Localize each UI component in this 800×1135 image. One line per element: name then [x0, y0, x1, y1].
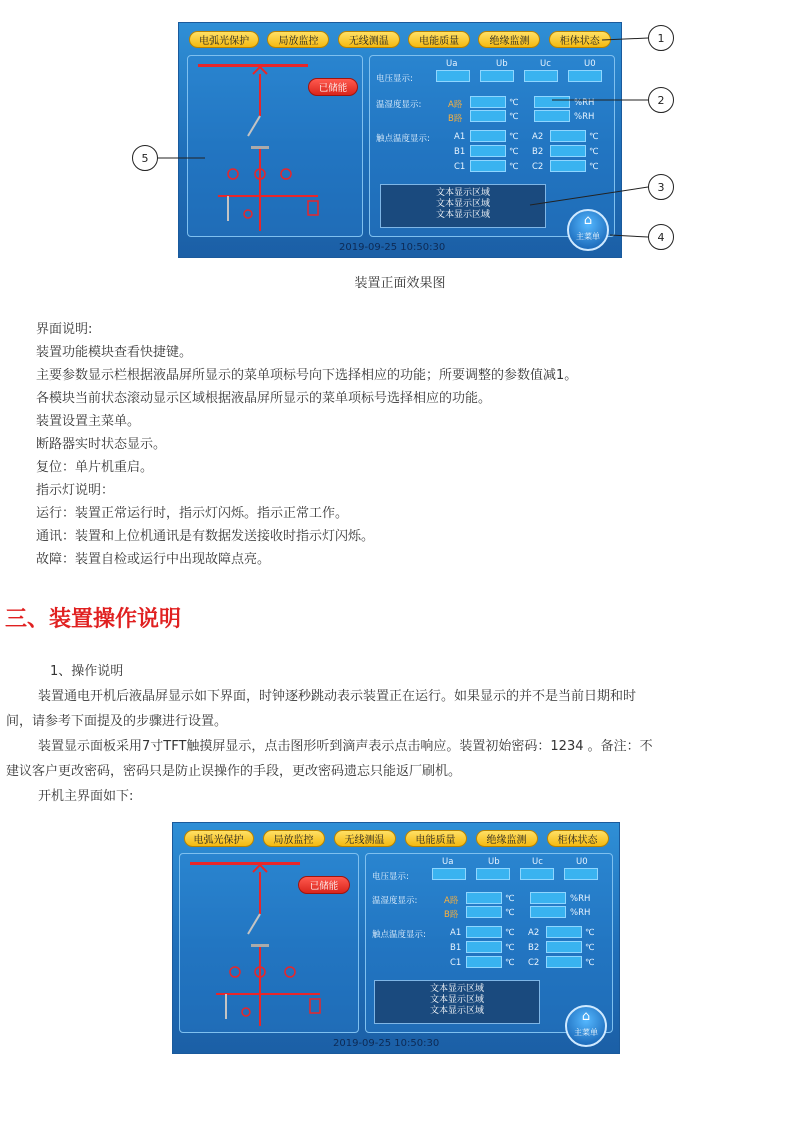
home-icon: ⌂ [583, 213, 593, 228]
tab-wireless-temp[interactable]: 无线测温 [338, 31, 400, 48]
op-line: 装置通电开机后液晶屏显示如下界面，时钟逐秒跳动表示装置正在运行。如果显示的并不是当前日期和时 [38, 689, 637, 704]
unit-c: ℃ [585, 958, 595, 968]
tab-wireless-temp[interactable]: 无线测温 [334, 830, 396, 847]
unit-c: ℃ [509, 147, 519, 157]
path-b-label: B路 [448, 114, 463, 124]
value-box [520, 868, 554, 880]
callout-3: 3 [648, 174, 674, 200]
desc-line: 装置功能模块查看快捷键。 [36, 345, 193, 360]
tab-power-quality[interactable]: 电能质量 [408, 31, 470, 48]
contact-c1: C1 [450, 958, 462, 968]
energy-stored-badge: 已储能 [298, 876, 350, 894]
op-line: 开机主界面如下: [38, 789, 134, 804]
text-line: 文本显示区域 [429, 984, 484, 994]
value-box [564, 868, 598, 880]
contact-b2: B2 [528, 943, 540, 953]
unit-rh: %RH [570, 894, 591, 904]
value-box [476, 868, 510, 880]
contact-a1: A1 [450, 928, 462, 938]
main-menu-label: 主菜单 [574, 1028, 598, 1037]
value-box [546, 926, 582, 938]
unit-c: ℃ [589, 162, 599, 172]
value-box [466, 892, 502, 904]
tab-arc-protection[interactable]: 电弧光保护 [184, 830, 254, 847]
callout-5: 5 [132, 145, 158, 171]
desc-line: 界面说明: [36, 322, 93, 337]
section-title: 三、装置操作说明 [5, 607, 182, 632]
value-box [466, 941, 502, 953]
function-tab-bar [173, 830, 619, 847]
main-menu-label: 主菜单 [576, 232, 600, 241]
unit-c: ℃ [505, 908, 515, 918]
unit-c: ℃ [589, 132, 599, 142]
clock: 2019-09-25 10:50:30 [333, 1038, 440, 1049]
desc-line: 指示灯说明： [36, 483, 115, 498]
value-box [466, 926, 502, 938]
desc-line: 主要参数显示栏根据液晶屏所显示的菜单项标号向下选择相应的功能；所要调整的参数值减1。 [36, 368, 578, 383]
desc-line: 复位：单片机重启。 [36, 460, 154, 475]
unit-c: ℃ [505, 894, 515, 904]
main-menu-button[interactable] [565, 1005, 607, 1047]
value-box [530, 892, 566, 904]
op-line: 建议客户更改密码，密码只是防止误操作的手段，更改密码遗忘只能返厂刷机。 [6, 764, 462, 779]
callout-2: 2 [648, 87, 674, 113]
unit-c: ℃ [509, 98, 519, 108]
value-box [546, 956, 582, 968]
device-screen-main [172, 822, 620, 1054]
col-u0: U0 [584, 59, 596, 69]
op-line: 装置显示面板采用7寸TFT触摸屏显示，点击图形听到滴声表示点击响应。装置初始密码：1234 。备注：不 [38, 739, 653, 754]
tab-cabinet-status[interactable]: 柜体状态 [549, 31, 611, 48]
contact-b1: B1 [454, 147, 466, 157]
voltage-label: 电压显示: [376, 74, 413, 84]
contact-a2: A2 [532, 132, 544, 142]
contact-c2: C2 [528, 958, 540, 968]
desc-line: 各模块当前状态滚动显示区域根据液晶屏所显示的菜单项标号选择相应的功能。 [36, 391, 492, 406]
desc-line: 断路器实时状态显示。 [36, 437, 167, 452]
value-box [432, 868, 466, 880]
value-box [546, 941, 582, 953]
desc-line: 装置设置主菜单。 [36, 414, 141, 429]
unit-c: ℃ [505, 958, 515, 968]
parameter-panel [365, 853, 613, 1033]
tab-arc-protection[interactable]: 电弧光保护 [189, 31, 259, 48]
unit-rh: %RH [570, 908, 591, 918]
tab-power-quality[interactable]: 电能质量 [405, 830, 467, 847]
energy-stored-badge: 已储能 [308, 78, 358, 96]
col-ub: Ub [496, 59, 508, 69]
humidity-label: 温湿度显示: [372, 896, 418, 906]
unit-rh: %RH [574, 112, 595, 122]
callout-4: 4 [648, 224, 674, 250]
contact-temp-label: 触点温度显示: [372, 930, 426, 940]
text-line: 文本显示区域 [435, 199, 490, 209]
contact-c2: C2 [532, 162, 544, 172]
value-box [466, 956, 502, 968]
path-a-label: A路 [448, 100, 463, 110]
value-box [466, 906, 502, 918]
path-a-label: A路 [444, 896, 459, 906]
unit-c: ℃ [505, 928, 515, 938]
path-b-label: B路 [444, 910, 459, 920]
contact-c1: C1 [454, 162, 466, 172]
home-icon: ⌂ [581, 1009, 591, 1024]
scroll-text-area [374, 980, 540, 1024]
unit-c: ℃ [589, 147, 599, 157]
col-ua: Ua [446, 59, 458, 69]
desc-line: 故障：装置自检或运行中出现故障点亮。 [36, 552, 271, 567]
unit-c: ℃ [585, 943, 595, 953]
col-u0: U0 [576, 857, 588, 867]
text-line: 文本显示区域 [435, 188, 490, 198]
text-line: 文本显示区域 [429, 995, 484, 1005]
tab-partial-discharge[interactable]: 局放监控 [263, 830, 325, 847]
col-ua: Ua [442, 857, 454, 867]
unit-rh: %RH [574, 98, 595, 108]
tab-partial-discharge[interactable]: 局放监控 [267, 31, 329, 48]
text-line: 文本显示区域 [429, 1006, 484, 1016]
clock: 2019-09-25 10:50:30 [339, 242, 446, 253]
unit-c: ℃ [509, 132, 519, 142]
breaker-diagram-panel [179, 853, 359, 1033]
unit-c: ℃ [509, 162, 519, 172]
contact-b2: B2 [532, 147, 544, 157]
callout-1: 1 [648, 25, 674, 51]
humidity-label: 温湿度显示: [376, 100, 422, 110]
figure-caption: 装置正面效果图 [354, 276, 446, 291]
unit-c: ℃ [509, 112, 519, 122]
contact-temp-label: 触点温度显示: [376, 134, 430, 144]
op-line: 1、操作说明 [50, 664, 124, 679]
tab-cabinet-status[interactable]: 柜体状态 [547, 830, 609, 847]
unit-c: ℃ [585, 928, 595, 938]
col-uc: Uc [532, 857, 543, 867]
contact-a1: A1 [454, 132, 466, 142]
contact-a2: A2 [528, 928, 540, 938]
desc-line: 通讯：装置和上位机通讯是有数据发送接收时指示灯闪烁。 [36, 529, 375, 544]
value-box [530, 906, 566, 918]
desc-line: 运行：装置正常运行时，指示灯闪烁。指示正常工作。 [36, 506, 349, 521]
tab-insulation[interactable]: 绝缘监测 [478, 31, 540, 48]
text-line: 文本显示区域 [435, 210, 490, 220]
op-line: 间，请参考下面提及的步骤进行设置。 [6, 714, 228, 729]
tab-insulation[interactable]: 绝缘监测 [476, 830, 538, 847]
voltage-label: 电压显示: [372, 872, 409, 882]
col-uc: Uc [540, 59, 551, 69]
callout-lines [0, 0, 800, 260]
contact-b1: B1 [450, 943, 462, 953]
col-ub: Ub [488, 857, 500, 867]
unit-c: ℃ [505, 943, 515, 953]
